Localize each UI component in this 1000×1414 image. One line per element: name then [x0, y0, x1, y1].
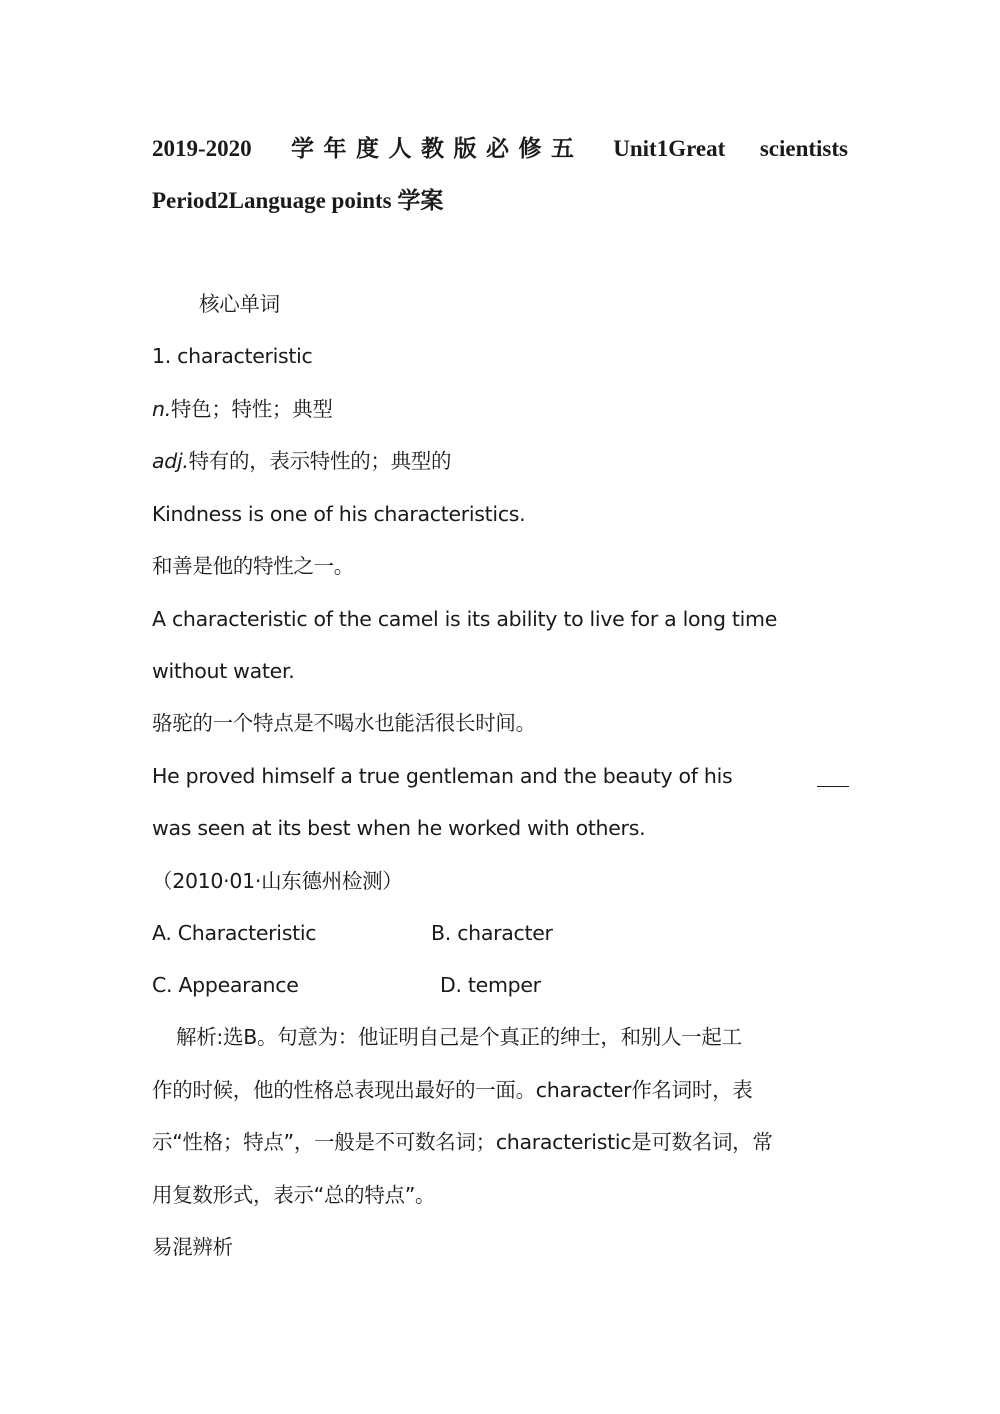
- exercise-question-line-2: was seen at its best when he worked with others.: [152, 816, 646, 840]
- analysis-line-3: 示“性格；特点”，一般是不可数名词；characteristic是可数名词，常: [152, 1130, 773, 1154]
- exercise-source: （2010·01·山东德州检测）: [152, 869, 403, 893]
- option-a: A. Characteristic: [152, 921, 317, 945]
- example-2-zh: 骆驼的一个特点是不喝水也能活很长时间。: [152, 711, 536, 735]
- next-section-heading: 易混辨析: [152, 1235, 233, 1259]
- adjective-definition: [152, 446, 451, 476]
- pos-noun: n.: [152, 397, 171, 421]
- example-2-en-line-2: without water.: [152, 659, 295, 683]
- option-b: B. character: [431, 921, 553, 945]
- analysis-line-2: 作的时候，他的性格总表现出最好的一面。character作名词时，表: [152, 1078, 753, 1102]
- title-char: 修: [518, 136, 542, 161]
- title-cjk: [286, 134, 579, 164]
- document-title-line-2: Period2Language points 学案: [152, 188, 444, 213]
- noun-definition: [152, 394, 333, 424]
- title-year: 2019-2020: [152, 136, 252, 161]
- title-char: 版: [453, 136, 477, 161]
- example-1-zh: 和善是他的特性之一。: [152, 554, 354, 578]
- example-2-en-line-1: A characteristic of the camel is its ability to live for a long time: [152, 607, 778, 631]
- adjective-definition-text: 特有的，表示特性的；典型的: [188, 449, 452, 473]
- title-char: 人: [388, 136, 412, 161]
- answer-blank: [817, 786, 849, 787]
- section-heading: 核心单词: [199, 292, 280, 316]
- title-char: 教: [420, 136, 444, 161]
- title-char: 五: [550, 136, 574, 161]
- title-char: 年: [323, 136, 347, 161]
- title-topic: scientists: [759, 136, 848, 161]
- title-char: 必: [485, 136, 509, 161]
- noun-definition-text: 特色；特性；典型: [170, 397, 333, 421]
- title-char: 学: [290, 136, 314, 161]
- option-d: D. temper: [440, 973, 541, 997]
- analysis-line-1: 解析:选B。句意为：他证明自己是个真正的绅士，和别人一起工: [176, 1025, 742, 1049]
- pos-adjective: adj.: [152, 449, 189, 473]
- analysis-line-4: 用复数形式，表示“总的特点”。: [152, 1183, 436, 1207]
- document-title-line-1: [152, 134, 848, 164]
- example-1-en: Kindness is one of his characteristics.: [152, 502, 526, 526]
- exercise-question-line-1: He proved himself a true gentleman and the beauty of his: [152, 764, 733, 788]
- headword: 1. characteristic: [152, 344, 313, 368]
- title-char: 度: [355, 136, 379, 161]
- option-c: C. Appearance: [152, 973, 299, 997]
- title-unit: Unit1Great: [613, 136, 726, 161]
